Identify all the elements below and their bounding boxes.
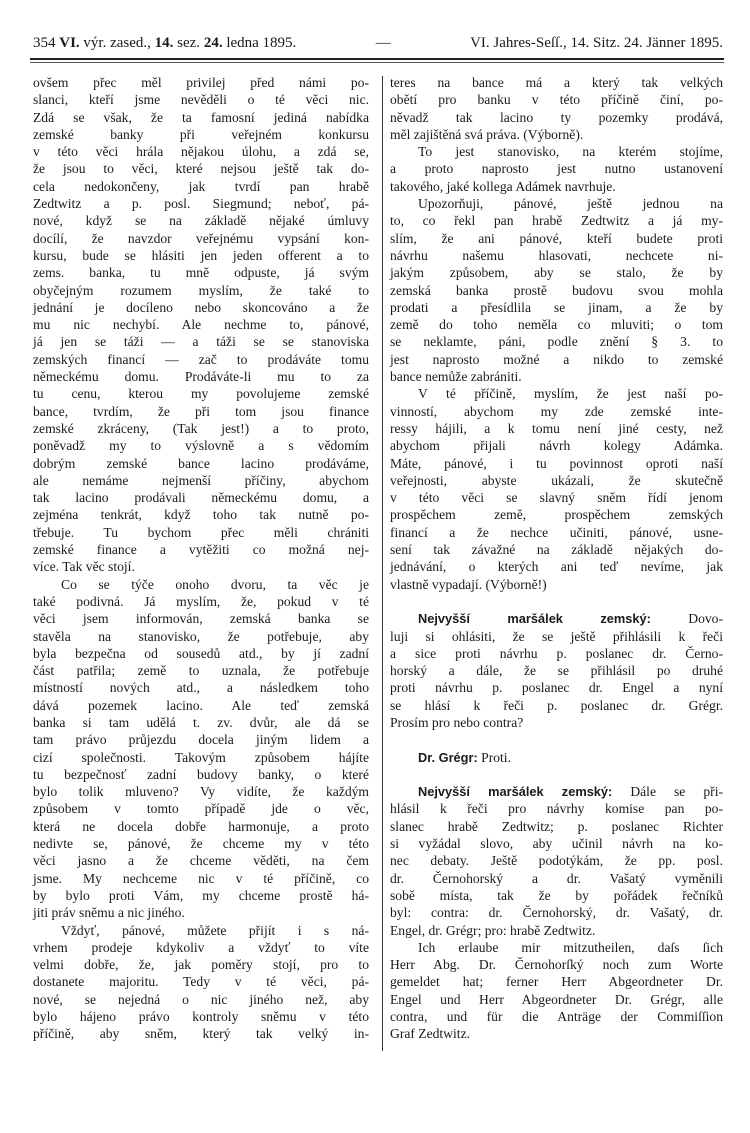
text-line: v této věci se slavný sněm řídí jenom xyxy=(390,490,723,506)
session-label-german: Jahres-Seſſ., xyxy=(493,35,567,51)
header-rule-thin xyxy=(30,62,724,63)
text-line: část patřila; země to uznala, že potřebuje xyxy=(33,663,369,679)
text-line xyxy=(390,610,723,627)
text-line: bance nemůže zabrániti. xyxy=(390,369,522,385)
text-line: teres na bance má a který tak velkých xyxy=(390,75,723,90)
text-line: contra, und für die Anträge der Commiſſion xyxy=(390,1009,723,1025)
text-line: jakým způsobem, aby se stalo, že by xyxy=(390,265,723,281)
text-line: Ich erlaube mir mitzutheilen, daſs ſich xyxy=(418,939,723,955)
text-line: dobrým zemské bance lacino prodáváme, xyxy=(33,455,369,471)
text-line: si vyžádal slovo, aby učinil návrh na ko- xyxy=(390,836,723,852)
text-line: obyčejným rozumem myslím, že také to xyxy=(33,282,369,298)
text-line: kursu, bude se hlásiti jen jeden offerent a to xyxy=(33,247,369,263)
text-line: jsme. My nechceme nic v té příčině, co xyxy=(33,870,369,886)
text-line: Vždyť, pánové, můžete přijít i s ná- xyxy=(61,922,369,938)
text-line: jiti práv sněmu a nic jiného. xyxy=(33,905,185,921)
text-line: Zdá se však, že ta famosní jediná nabídka xyxy=(33,109,369,125)
speech-paragraph xyxy=(390,749,723,766)
text-line: cela nedokončeny, jak tvrdí pan hrabě xyxy=(33,178,369,194)
text-line: jednání je docíleno nebo skoncováno a že xyxy=(33,299,369,315)
text-line: ovšem přec měl privilej před námi po- xyxy=(33,75,369,90)
text-line: byl: contra: dr. Černohorský, dr. Vašatý, dr. xyxy=(390,905,723,921)
text-line: horský a dále, že se přihlásil po druhé xyxy=(390,663,723,679)
text-line: prospěchem země, prospěchem zemských xyxy=(390,507,723,523)
header-czech xyxy=(33,35,296,52)
text-line: Engel und Herr Abgeordneter Dr. Grégr, alle xyxy=(390,991,723,1007)
text-line: dostanete majoritu. Tedy v té věci, pá- xyxy=(33,974,369,990)
left-column xyxy=(33,74,369,1043)
text-line: vlastně vypadají. (Výborně!) xyxy=(390,576,547,592)
text-line: měl zajištěná svá práva. (Výborně). xyxy=(390,126,584,142)
paragraph-gap xyxy=(390,731,723,748)
text-line: způsobem v tomto případě jde o věc, xyxy=(33,801,369,817)
paragraph xyxy=(33,74,369,576)
text-line: mu nic nechybí. Ale nechme to, pánové, xyxy=(33,317,369,333)
text-line: ressy hájili, a k tomu není jiné cesty, než xyxy=(390,420,723,436)
text-line: obětí pro banku v této příčině činí, po- xyxy=(390,92,723,108)
right-column xyxy=(390,74,723,1043)
paragraph-gap xyxy=(390,593,723,610)
paragraph xyxy=(390,143,723,195)
text-line: slím, že ani pánové, kteří budete proti xyxy=(390,230,723,246)
text-line: se hlásí k řeči p. poslanec dr. Grégr. xyxy=(390,697,723,713)
text-line: bylo hájeno právo kontroly sněmu v této xyxy=(33,1009,369,1025)
text-line: To jest stanovisko, na kterém stojíme, xyxy=(418,144,723,160)
paragraph xyxy=(390,195,723,385)
text-line: zemské finance a vytěžiti co možná nej- xyxy=(33,542,369,558)
text-line: stavěla na stanovisko, že potřebuje, aby xyxy=(33,628,369,644)
text-line: že jsou to věci, které nejsou ještě tak do- xyxy=(33,161,369,177)
text-line: ale nemáme nejmenší příčiny, abychom xyxy=(33,472,369,488)
speech-text: Dovo- xyxy=(650,611,723,627)
sitting-label: sez. xyxy=(177,35,201,51)
text-line: tu bezpečnosť zadní budovy banky, o které xyxy=(33,766,369,782)
text-line: jest naprosto možné a nikdo to zemské xyxy=(390,351,723,367)
speech-paragraph xyxy=(390,783,723,939)
paragraph-gap xyxy=(390,766,723,783)
text-line: zems. banka, tu mně odpuste, já svým xyxy=(33,265,369,281)
text-line: také podivná. Já myslím, že, pokud v té xyxy=(33,593,369,609)
text-line: tam právo průjezdu docela jiným lidem a xyxy=(33,732,369,748)
text-line: a proto naprosto jest nutno ustanovení xyxy=(390,161,723,177)
text-line: a sice proti návrhu p. poslanec dr. Černo- xyxy=(390,645,723,661)
text-line: sení tak závažné na základě nějakých do- xyxy=(390,542,723,558)
text-line: která ne docela dobře harmonuje, a proto xyxy=(33,818,369,834)
speech-paragraph xyxy=(390,610,723,731)
text-line: V té příčině, myslím, že jest naší po- xyxy=(418,386,723,402)
text-line: tu cenu, kterou my povolujeme zemské xyxy=(33,386,369,402)
session-number-german: VI. xyxy=(470,35,490,51)
text-line: více. Tak věc stojí. xyxy=(33,559,135,575)
text-line: velmi dobře, že, jak poměry stojí, pro to xyxy=(33,957,369,973)
speech-text: Dále se při- xyxy=(612,784,723,800)
text-line: cizí společnosti. Takovým způsobem hájíte xyxy=(33,749,369,765)
text-line: zemské banky při veřejném konkursu xyxy=(33,126,369,142)
text-line: takového, jaké kollega Adámek navrhuje. xyxy=(390,178,616,194)
running-header xyxy=(33,35,723,52)
text-line: bance, tvrdím, že při tom jsou finance xyxy=(33,403,369,419)
text-line: zemské zkráceny, (Tak jest!) a to proto, xyxy=(33,420,369,436)
paragraph xyxy=(390,939,723,1043)
column-divider xyxy=(382,76,383,1051)
paragraph xyxy=(33,922,369,1043)
text-line: vrhem prodeje kdykoliv a vždyť to víte xyxy=(33,939,369,955)
text-line: slanci, kteří jsme nevěděli o té věci nic. xyxy=(33,92,369,108)
speaker-name: Nejvyšší maršálek zemský: xyxy=(418,784,613,800)
text-line: něvadž tak lacino ty pozemky prodává, xyxy=(390,109,723,125)
text-line: docílí, že navzdor veřejnému vypsání kon- xyxy=(33,230,369,246)
text-line: Zedtwitz a p. posl. Siegmund; neboť, pá- xyxy=(33,196,369,212)
speaker-name: Nejvyšší maršálek zemský: xyxy=(418,611,651,627)
text-line: veřejnosti, abyste ukázali, že skutečně xyxy=(390,472,723,488)
text-line: proti návrhu p. poslanec dr. Engel a nyní xyxy=(390,680,723,696)
text-line: poněvadž my to výslovně a s vědomím xyxy=(33,438,369,454)
text-line: bylo tolik mluveno? Vy vidíte, že každým xyxy=(33,784,369,800)
date-czech: ledna 1895. xyxy=(226,35,297,51)
text-line: gemeldet hat; ferner Herr Abgeordneter Dr. xyxy=(390,974,723,990)
text-line xyxy=(390,783,723,800)
text-line: sobě místa, tak že by pořádek řečníků xyxy=(390,887,723,903)
text-line: věci jasno a že chceme věděti, na čem xyxy=(33,853,369,869)
text-line: Graf Zedtwitz. xyxy=(390,1026,471,1042)
text-line: tak lacino prodávali německému domu, a xyxy=(33,490,369,506)
text-line: zejména tenkrát, když toho tak nutně po- xyxy=(33,507,369,523)
text-line: dr. Černohorský a dr. Vašatý vyměnili xyxy=(390,870,723,886)
paragraph xyxy=(390,385,723,593)
header-rule xyxy=(30,58,724,60)
text-line: nové, se nejedná o nic jiného než, aby xyxy=(33,991,369,1007)
text-line: Engel, dr. Grégr; pro: hrabě Zedtwitz. xyxy=(390,922,596,938)
text-line: dává pozemek lacino. Ale teď zemská xyxy=(33,697,369,713)
text-line: vinností, abychom my zde zemské inte- xyxy=(390,403,723,419)
speech-text: Proti. xyxy=(477,749,511,765)
text-line: země do toho neměla co mluviti; o tom xyxy=(390,317,723,333)
text-line: Co se týče onoho dvoru, ta věc je xyxy=(61,576,369,592)
text-line: zemská banka prostě budovu svou mohla xyxy=(390,282,723,298)
text-line: Upozorňuji, pánové, ještě jednou na xyxy=(418,196,723,212)
text-line: německému domu. Prodáváte-li mu to za xyxy=(33,369,369,385)
session-label: výr. zased., xyxy=(83,35,151,51)
text-line: se neklamte, páni, podle znění § 3. to xyxy=(390,334,723,350)
text-line: třebuje. Tu bychom přec měli chrániti xyxy=(33,524,369,540)
text-line: byla bezpečna od sousedů atd., by jí zadní xyxy=(33,645,369,661)
text-line: v této věci hrála nějakou úlohu, a zdá se, xyxy=(33,144,369,160)
text-line: nové, když se na základě nějaké úmluvy xyxy=(33,213,369,229)
text-line: banka si tam udělá t. zv. dvůr, ale dá se xyxy=(33,714,369,730)
text-line: nedivte se, pánové, že chceme my v této xyxy=(33,836,369,852)
text-line: příčině, aby sněm, který tak velký in- xyxy=(33,1026,369,1042)
text-line: to, co řekl pan hrabě Zedtwitz a já my- xyxy=(390,213,723,229)
text-line: prodati a přesídlila se jinam, a že by xyxy=(390,299,723,315)
text-line: hlásil k řeči pro návrhy komise pan po- xyxy=(390,801,723,817)
text-line: věci jsem informován, zemská banka se xyxy=(33,611,369,627)
page-number: 354 xyxy=(33,35,56,51)
text-line: jednávání, o kterých ani teď nevíme, jak xyxy=(390,559,723,575)
text-line: návrhu našemu hlasovati, nechcete ni- xyxy=(390,247,723,263)
session-number: VI. xyxy=(59,35,80,51)
text-line: Prosím pro nebo contra? xyxy=(390,714,524,730)
text-line: Herr Abg. Dr. Černohorſký noch zum Worte xyxy=(390,957,723,973)
speaker-name: Dr. Grégr: xyxy=(418,749,478,765)
text-line: Máte, pánové, i tu povinnost oproti naší xyxy=(390,455,723,471)
date-german: 24. Jänner 1895. xyxy=(623,35,723,51)
text-line: luji si ohlásiti, že se ještě přihlásili k řeči xyxy=(390,628,723,644)
day-number: 24. xyxy=(203,35,223,51)
text-line: zemských financí — zač to prodáváte tomu xyxy=(33,351,369,367)
text-line: nec debaty. Ještě podotýkám, že pp. posl. xyxy=(390,853,723,869)
text-line xyxy=(390,749,723,766)
text-line: místností nových atd., a následkem toho xyxy=(33,680,369,696)
text-line: já jen se táži — a táži se se stanoviska xyxy=(33,334,369,350)
header-german xyxy=(470,35,723,52)
text-line: by bylo proti Vám, my chceme prostě há- xyxy=(33,887,369,903)
sitting-german: 14. Sitz. xyxy=(570,35,621,51)
sitting-number: 14. xyxy=(154,35,174,51)
text-line: financí a že nechce učiniti, pánové, usne- xyxy=(390,524,723,540)
paragraph xyxy=(390,74,723,143)
paragraph xyxy=(33,576,369,922)
text-line: abychom přijali návrh kolegy Adámka. xyxy=(390,438,723,454)
header-dash: — xyxy=(375,35,391,51)
text-line: slanec hrabě Zedtwitz; p. poslanec Richter xyxy=(390,818,723,834)
